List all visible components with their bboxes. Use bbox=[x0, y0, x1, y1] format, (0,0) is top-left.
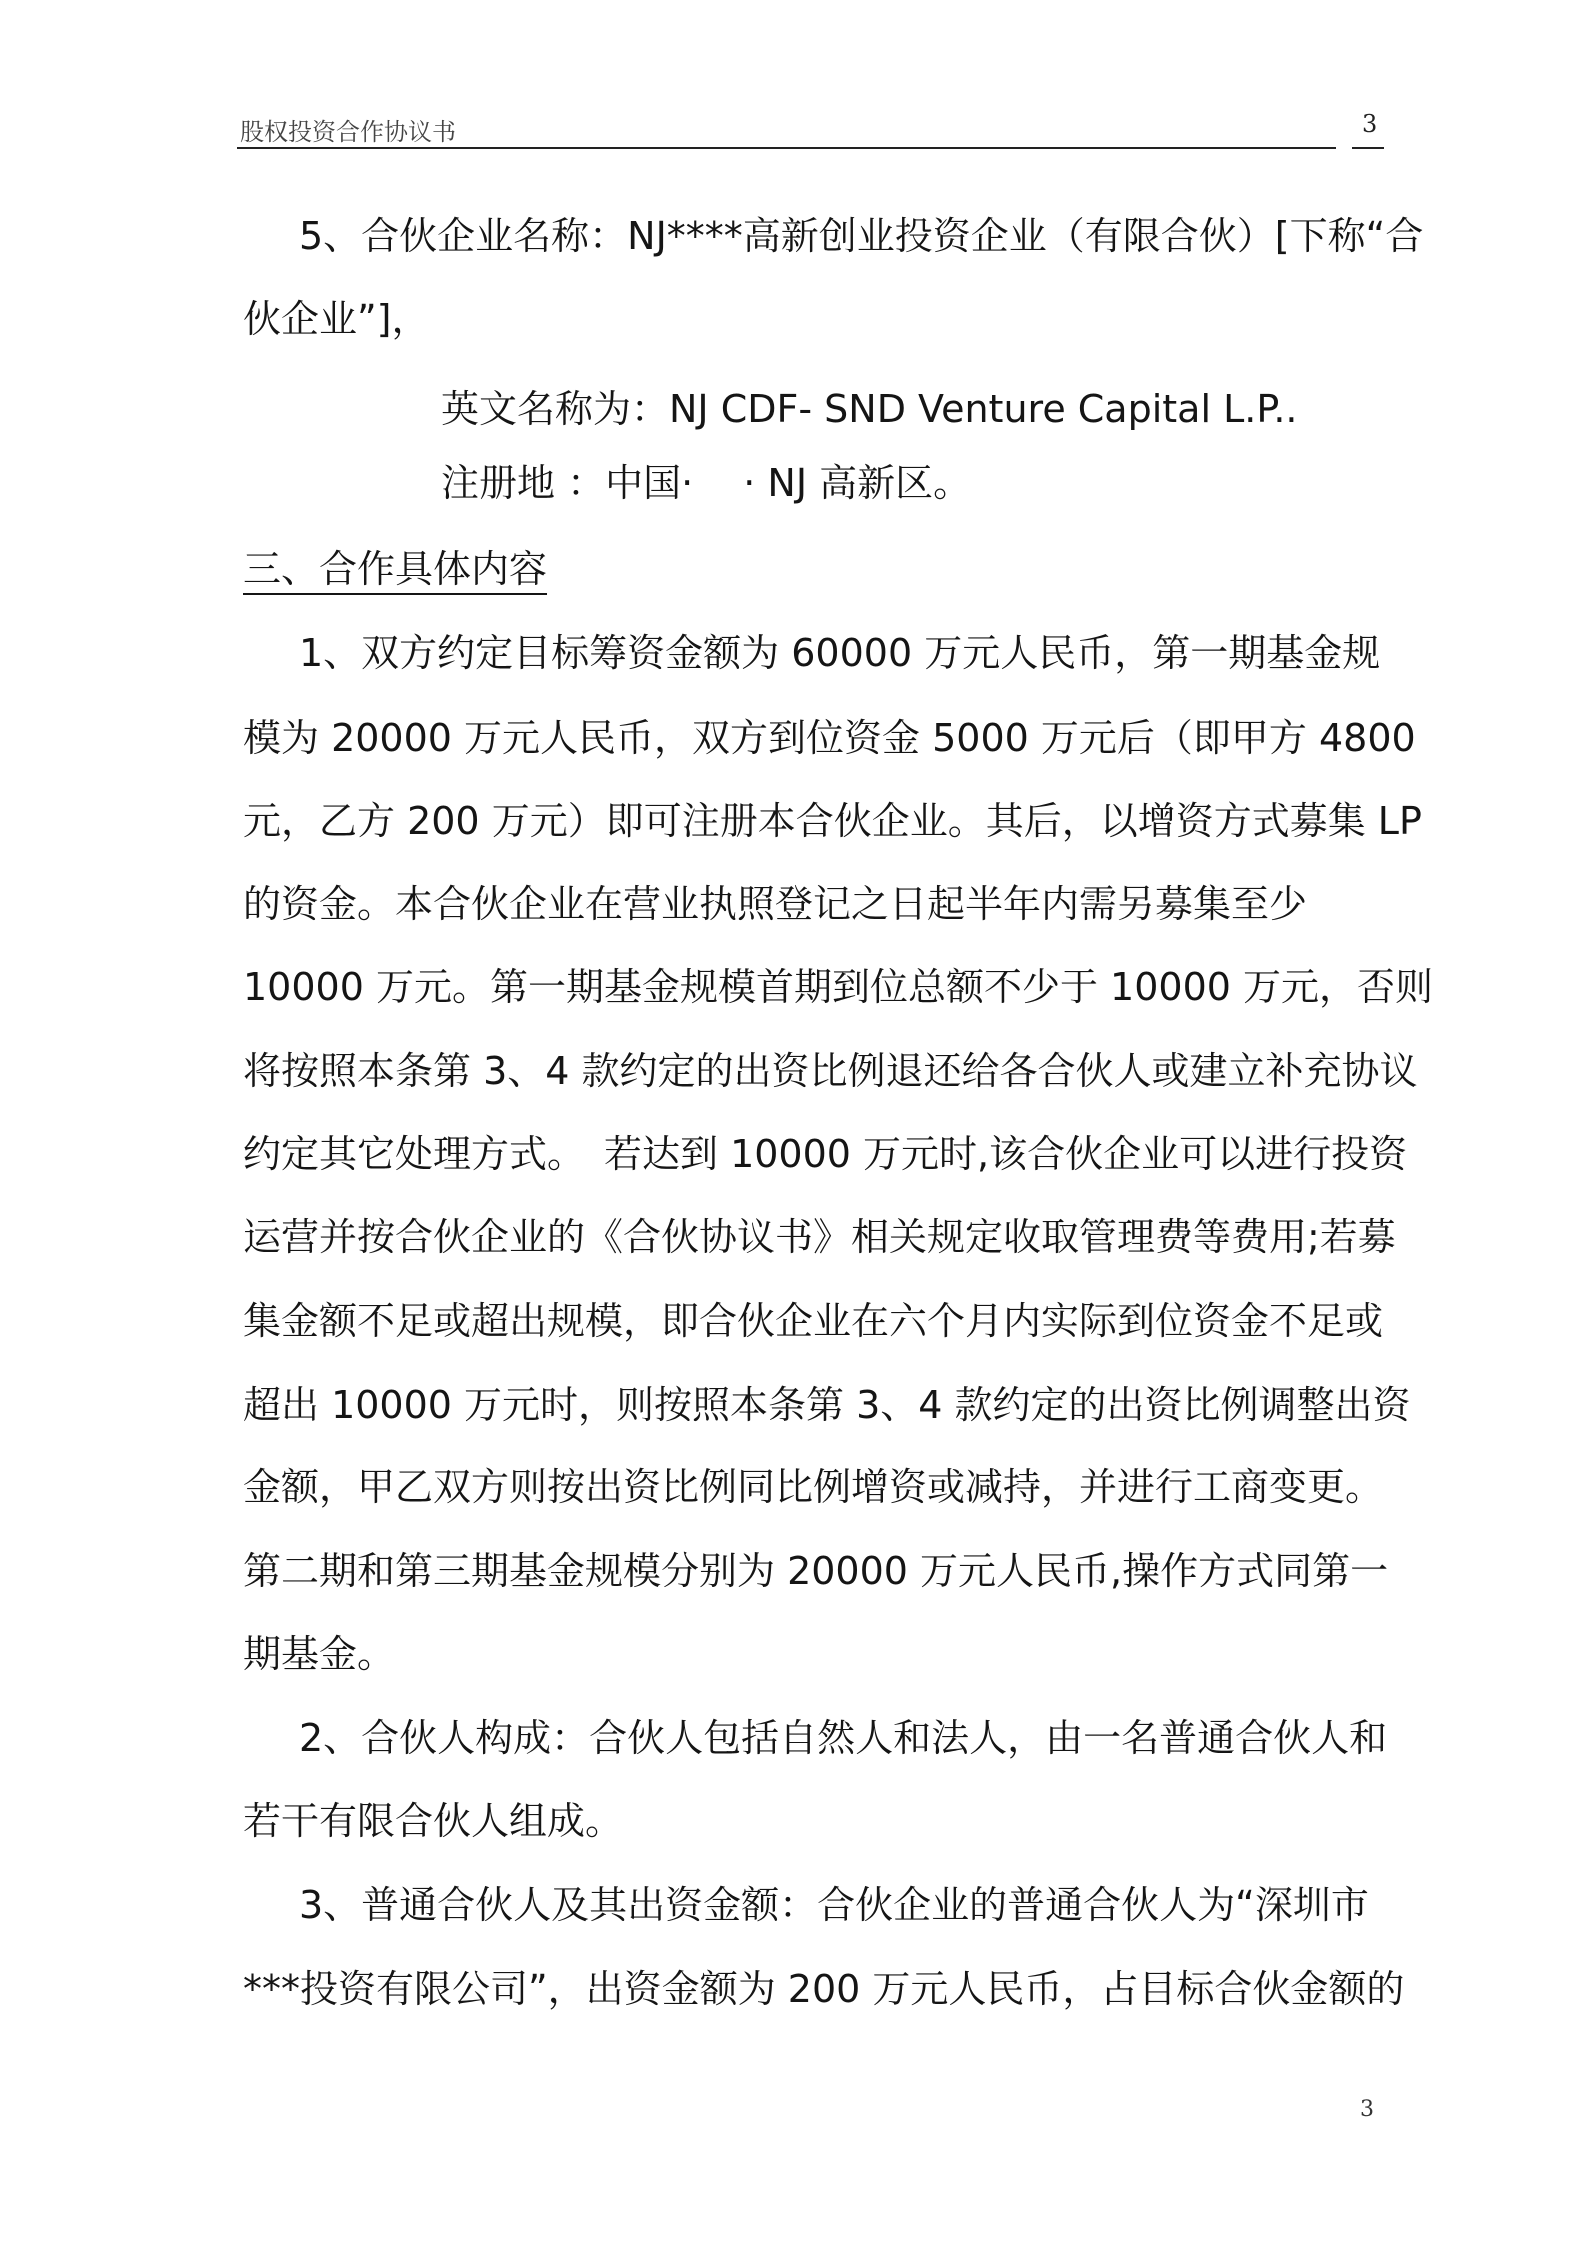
paragraph-line: 运营并按合伙企业的《合伙协议书》相关规定收取管理费等费用;若募 bbox=[243, 1215, 1396, 1259]
paragraph-line: 1、双方约定目标筹资金额为 60000 万元人民币，第一期基金规 bbox=[299, 631, 1381, 675]
clause-2-line: 若干有限合伙人组成。 bbox=[243, 1799, 624, 1843]
paragraph-line: 模为 20000 万元人民币，双方到位资金 5000 万元后（即甲方 4800 bbox=[243, 716, 1416, 760]
paragraph-line: 的资金。本合伙企业在营业执照登记之日起半年内需另募集至少 bbox=[243, 882, 1308, 926]
clause-2-line: 2、合伙人构成：合伙人包括自然人和法人，由一名普通合伙人和 bbox=[299, 1716, 1388, 1760]
paragraph-line: 约定其它处理方式。 若达到 10000 万元时,该合伙企业可以进行投资 bbox=[243, 1132, 1408, 1176]
paragraph-line: 期基金。 bbox=[243, 1632, 396, 1676]
clause-5-line: 伙企业”]， bbox=[243, 297, 430, 341]
paragraph-line: 第二期和第三期基金规模分别为 20000 万元人民币,操作方式同第一 bbox=[243, 1549, 1389, 1593]
clause-3-line: 3、普通合伙人及其出资金额：合伙企业的普通合伙人为“深圳市 bbox=[299, 1883, 1369, 1927]
header-number-rule bbox=[1352, 147, 1384, 149]
paragraph-line: 超出 10000 万元时，则按照本条第 3、4 款约定的出资比例调整出资 bbox=[243, 1383, 1411, 1427]
paragraph-line: 元，乙方 200 万元）即可注册本合伙企业。其后，以增资方式募集 LP bbox=[243, 799, 1422, 843]
header-rule bbox=[237, 147, 1336, 149]
paragraph-line: 金额，甲乙双方则按出资比例同比例增资或减持，并进行工商变更。 bbox=[243, 1465, 1384, 1509]
english-name-line: 英文名称为：NJ CDF- SND Venture Capital L.P.. bbox=[441, 387, 1298, 431]
paragraph-line: 集金额不足或超出规模，即合伙企业在六个月内实际到位资金不足或 bbox=[243, 1299, 1384, 1343]
paragraph-line: 将按照本条第 3、4 款约定的出资比例退还给各合伙人或建立补充协议 bbox=[243, 1049, 1418, 1093]
section-heading: 三、合作具体内容 bbox=[243, 547, 548, 591]
clause-3-line: ***投资有限公司”，出资金额为 200 万元人民币，占目标合伙金额的 bbox=[243, 1967, 1405, 2011]
clause-5-line: 5、合伙企业名称：NJ****高新创业投资企业（有限合伙）[下称“合 bbox=[299, 214, 1424, 258]
registration-line: 注册地 ：中国· · NJ 高新区。 bbox=[441, 461, 972, 505]
paragraph-line: 10000 万元。第一期基金规模首期到位总额不少于 10000 万元，否则 bbox=[243, 965, 1434, 1009]
header-page-number: 3 bbox=[1362, 110, 1378, 138]
header-title: 股权投资合作协议书 bbox=[240, 118, 456, 146]
footer-page-number: 3 bbox=[1360, 2097, 1374, 2122]
